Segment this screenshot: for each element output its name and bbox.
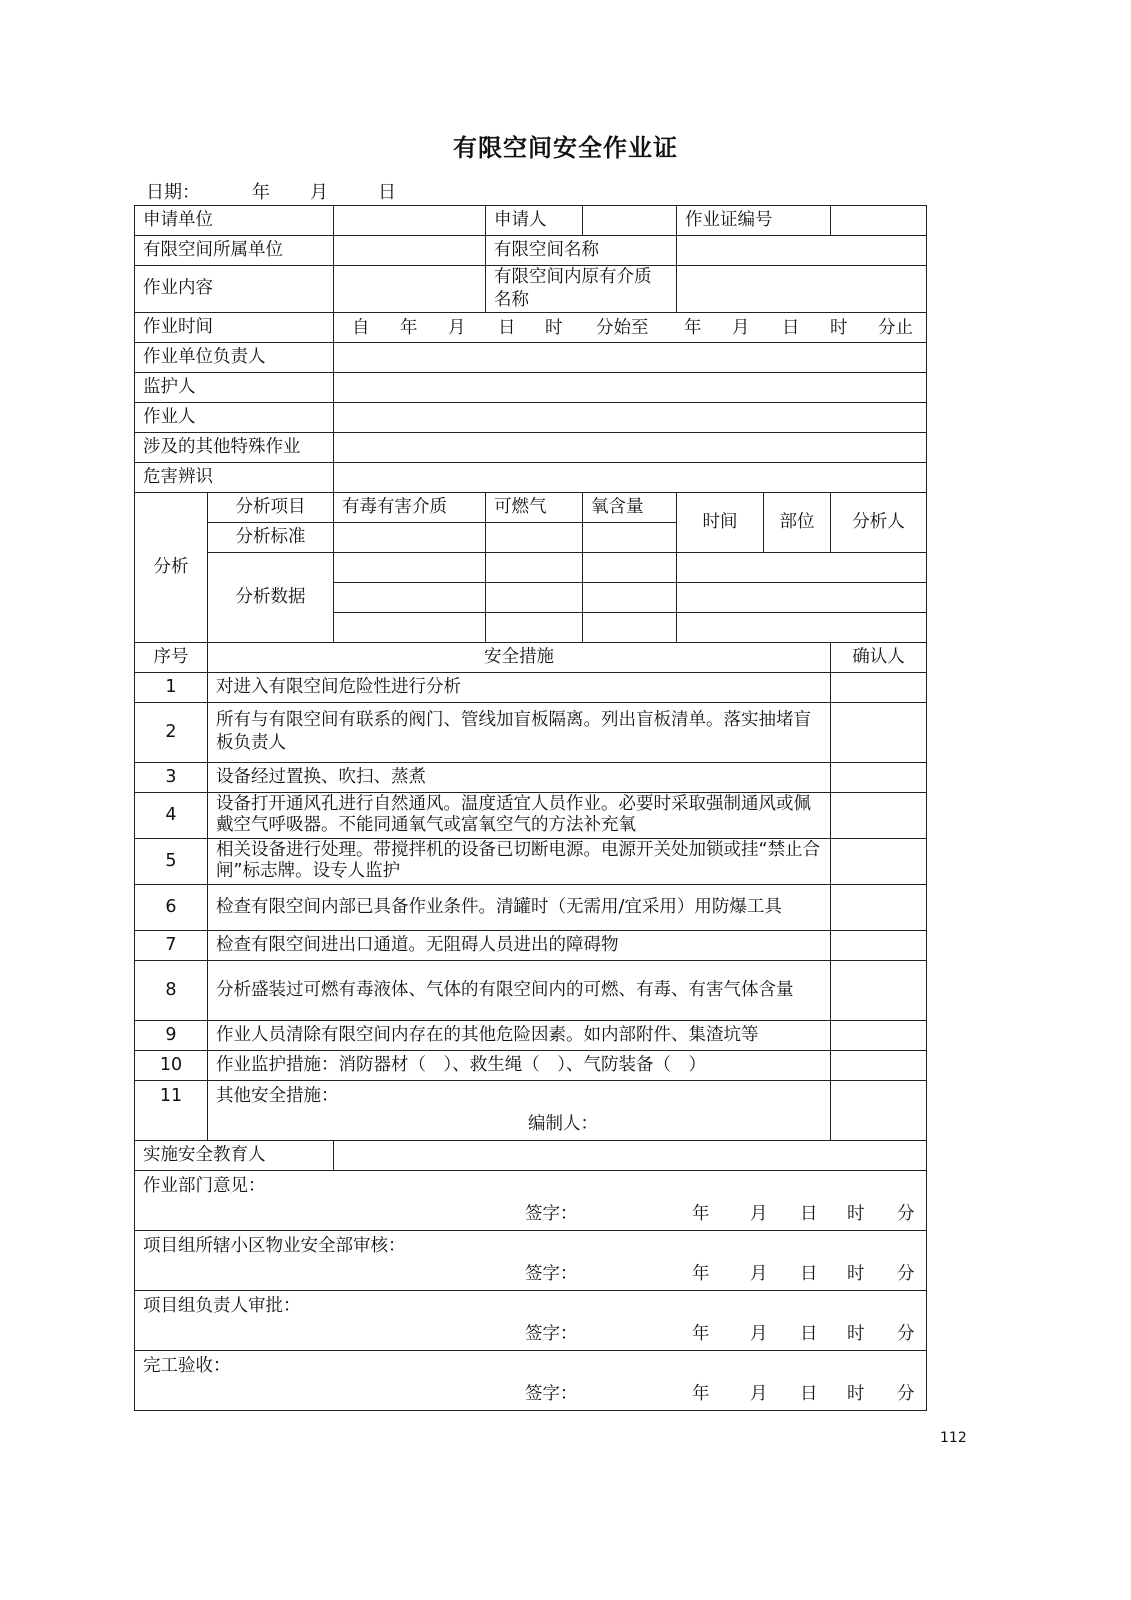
- measure-text: 对进入有限空间危险性进行分析: [208, 672, 831, 702]
- sign-day: 日: [800, 1204, 818, 1224]
- work-time-label: 作业时间: [135, 312, 334, 342]
- measures-confirmer-header: 确认人: [831, 642, 927, 672]
- space-name-label: 有限空间名称: [486, 236, 677, 266]
- other-measures-cell[interactable]: [208, 1080, 831, 1140]
- other-measures-label: 其他安全措施：: [216, 1085, 339, 1106]
- measure-no: 9: [135, 1020, 208, 1050]
- approval-label: 项目组负责人审批：: [143, 1296, 301, 1316]
- measure-text: 设备打开通风孔进行自然通风。温度适宜人员作业。必要时采取强制通风或佩戴空气呼吸器。不能同通氧气或富氧空气的方法补充氧: [208, 792, 831, 838]
- measures-no-header: 序号: [135, 642, 208, 672]
- space-owner-unit-label: 有限空间所属单位: [135, 236, 334, 266]
- measure-no: 5: [135, 838, 208, 884]
- analysis-data-label: 分析数据: [208, 552, 334, 642]
- measure-text: 作业监护措施：消防器材（ ）、救生绳（ ）、气防装备（ ）: [208, 1050, 831, 1080]
- sign-minute: 分: [897, 1384, 915, 1404]
- space-name-field[interactable]: [677, 236, 927, 266]
- sign-hour: 时: [847, 1204, 865, 1224]
- sign-month: 月: [750, 1324, 768, 1344]
- measure-no: 4: [135, 792, 208, 838]
- time-day-1: 日: [498, 317, 516, 338]
- time-year-2: 年: [684, 317, 702, 338]
- time-month-1: 月: [448, 317, 466, 338]
- other-special-work-field[interactable]: [334, 432, 927, 462]
- data-toxic-field-1[interactable]: [334, 552, 486, 582]
- data-toxic-field-3[interactable]: [334, 612, 486, 642]
- signature-label: 签字：: [525, 1384, 578, 1404]
- approval-label: 作业部门意见：: [143, 1176, 266, 1196]
- measure-confirm-field[interactable]: [831, 884, 927, 930]
- sign-day: 日: [800, 1384, 818, 1404]
- approval-block[interactable]: [135, 1290, 927, 1350]
- data-oxygen-field-2[interactable]: [583, 582, 677, 612]
- data-extra-field-2[interactable]: [677, 582, 927, 612]
- permit-no-label: 作业证编号: [677, 206, 831, 236]
- analysis-oxygen-header: 氧含量: [583, 492, 677, 522]
- measure-text: 检查有限空间进出口通道。无阻碍人员进出的障碍物: [208, 930, 831, 960]
- date-year: 年: [252, 182, 270, 203]
- permit-no-field[interactable]: [831, 206, 927, 236]
- measure-text: 分析盛装过可燃有毒液体、气体的有限空间内的可燃、有毒、有害气体含量: [208, 960, 831, 1020]
- measure-text: 所有与有限空间有联系的阀门、管线加盲板隔离。列出盲板清单。落实抽堵盲板负责人: [208, 702, 831, 762]
- date-month: 月: [310, 182, 328, 203]
- applicant-label: 申请人: [486, 206, 583, 236]
- analysis-time-header: 时间: [677, 492, 764, 552]
- measure-confirm-field[interactable]: [831, 930, 927, 960]
- analysis-location-header: 部位: [764, 492, 831, 552]
- date-day: 日: [378, 182, 396, 203]
- sign-month: 月: [750, 1204, 768, 1224]
- other-special-work-label: 涉及的其他特殊作业: [135, 432, 334, 462]
- measure-confirm-field[interactable]: [831, 762, 927, 792]
- measure-text: 检查有限空间内部已具备作业条件。清罐时（无需用/宜采用）用防爆工具: [208, 884, 831, 930]
- analysis-flammable-header: 可燃气: [486, 492, 583, 522]
- data-extra-field-3[interactable]: [677, 612, 927, 642]
- sign-hour: 时: [847, 1384, 865, 1404]
- safety-educator-label: 实施安全教育人: [135, 1140, 334, 1170]
- measure-confirm-field[interactable]: [831, 672, 927, 702]
- approval-label: 完工验收：: [143, 1356, 231, 1376]
- measure-no: 3: [135, 762, 208, 792]
- measure-confirm-field[interactable]: [831, 1020, 927, 1050]
- date-label: 日期：: [146, 182, 200, 203]
- sign-year: 年: [692, 1324, 710, 1344]
- signature-label: 签字：: [525, 1204, 578, 1224]
- data-oxygen-field-3[interactable]: [583, 612, 677, 642]
- analysis-section-label: 分析: [135, 492, 208, 642]
- measure-confirm-field[interactable]: [831, 702, 927, 762]
- compiler-label: 编制人：: [528, 1114, 598, 1135]
- measure-no: 7: [135, 930, 208, 960]
- measure-text: 设备经过置换、吹扫、蒸煮: [208, 762, 831, 792]
- analysis-analyst-header: 分析人: [831, 492, 927, 552]
- work-unit-leader-field[interactable]: [334, 342, 927, 372]
- data-extra-field-1[interactable]: [677, 552, 927, 582]
- measure-confirm-field[interactable]: [831, 792, 927, 838]
- measure-no: 1: [135, 672, 208, 702]
- time-month-2: 月: [732, 317, 750, 338]
- approval-block[interactable]: [135, 1350, 927, 1410]
- measure-no: 11: [135, 1080, 208, 1140]
- standard-toxic-field[interactable]: [334, 522, 486, 552]
- sign-month: 月: [750, 1264, 768, 1284]
- worker-field[interactable]: [334, 402, 927, 432]
- measures-header: 安全措施: [208, 642, 831, 672]
- standard-flammable-field[interactable]: [486, 522, 583, 552]
- work-time-field[interactable]: [334, 312, 927, 342]
- measure-no: 2: [135, 702, 208, 762]
- measure-no: 6: [135, 884, 208, 930]
- time-year-1: 年: [400, 317, 418, 338]
- time-min-end: 分止: [878, 317, 913, 338]
- measure-confirm-field[interactable]: [831, 960, 927, 1020]
- hazard-identification-field[interactable]: [334, 462, 927, 492]
- page-number: 112: [940, 1430, 967, 1446]
- measure-text: 相关设备进行处理。带搅拌机的设备已切断电源。电源开关处加锁或挂“禁止合闸”标志牌。设专人监护: [208, 838, 831, 884]
- measure-text: 作业人员清除有限空间内存在的其他危险因素。如内部附件、集渣坑等: [208, 1020, 831, 1050]
- document-title: 有限空间安全作业证: [453, 134, 678, 162]
- work-content-label: 作业内容: [135, 266, 334, 313]
- time-day-2: 日: [782, 317, 800, 338]
- original-medium-field[interactable]: [677, 266, 927, 313]
- applicant-unit-field[interactable]: [334, 206, 486, 236]
- space-owner-unit-field[interactable]: [334, 236, 486, 266]
- analysis-standard-label: 分析标准: [208, 522, 334, 552]
- signature-label: 签字：: [525, 1324, 578, 1344]
- work-unit-leader-label: 作业单位负责人: [135, 342, 334, 372]
- sign-hour: 时: [847, 1264, 865, 1284]
- approval-block[interactable]: [135, 1230, 927, 1290]
- hazard-identification-label: 危害辨识: [135, 462, 334, 492]
- time-from: 自: [352, 317, 370, 338]
- data-oxygen-field-1[interactable]: [583, 552, 677, 582]
- standard-oxygen-field[interactable]: [583, 522, 677, 552]
- analysis-toxic-header: 有毒有害介质: [334, 492, 486, 522]
- guardian-label: 监护人: [135, 372, 334, 402]
- measure-confirm-field[interactable]: [831, 1050, 927, 1080]
- signature-label: 签字：: [525, 1264, 578, 1284]
- approval-label: 项目组所辖小区物业安全部审核：: [143, 1236, 406, 1256]
- measure-confirm-field[interactable]: [831, 1080, 927, 1140]
- sign-minute: 分: [897, 1204, 915, 1224]
- sign-day: 日: [800, 1264, 818, 1284]
- data-flammable-field-3[interactable]: [486, 612, 583, 642]
- time-min-start: 分始至: [596, 317, 649, 338]
- sign-year: 年: [692, 1384, 710, 1404]
- guardian-field[interactable]: [334, 372, 927, 402]
- measure-no: 10: [135, 1050, 208, 1080]
- work-content-field[interactable]: [334, 266, 486, 313]
- measure-no: 8: [135, 960, 208, 1020]
- data-flammable-field-1[interactable]: [486, 552, 583, 582]
- measure-confirm-field[interactable]: [831, 838, 927, 884]
- time-hour-2: 时: [830, 317, 848, 338]
- worker-label: 作业人: [135, 402, 334, 432]
- sign-month: 月: [750, 1384, 768, 1404]
- sign-minute: 分: [897, 1324, 915, 1344]
- time-hour-1: 时: [545, 317, 563, 338]
- sign-day: 日: [800, 1324, 818, 1344]
- sign-year: 年: [692, 1204, 710, 1224]
- sign-year: 年: [692, 1264, 710, 1284]
- data-toxic-field-2[interactable]: [334, 582, 486, 612]
- original-medium-label: 有限空间内原有介质名称: [486, 266, 677, 313]
- permit-form: [134, 205, 927, 1411]
- applicant-unit-label: 申请单位: [135, 206, 334, 236]
- analysis-item-label: 分析项目: [208, 492, 334, 522]
- approval-block[interactable]: [135, 1170, 927, 1230]
- data-flammable-field-2[interactable]: [486, 582, 583, 612]
- sign-hour: 时: [847, 1324, 865, 1344]
- sign-minute: 分: [897, 1264, 915, 1284]
- applicant-field[interactable]: [583, 206, 677, 236]
- safety-educator-field[interactable]: [334, 1140, 927, 1170]
